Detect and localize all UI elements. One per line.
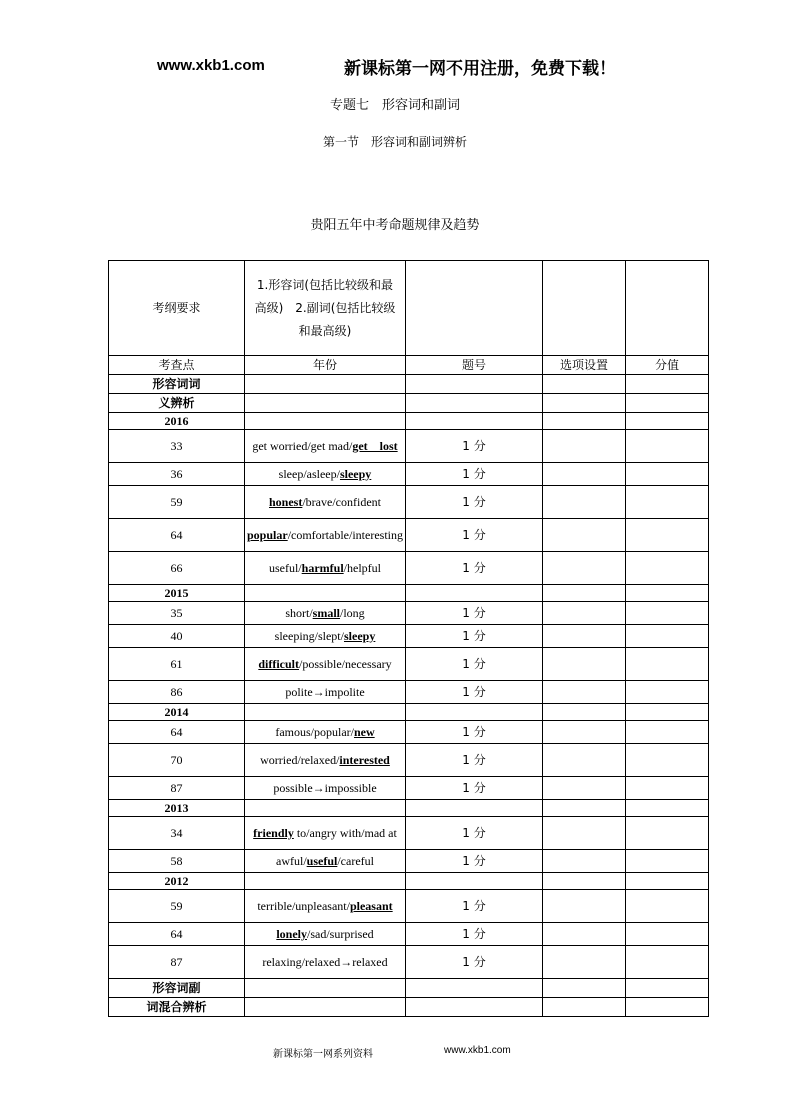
table-row — [109, 744, 709, 777]
chapter-title: 专题七 形容词和副词 — [329, 98, 460, 113]
question-number: 59 — [109, 486, 245, 519]
question-number: 61 — [109, 648, 245, 681]
question-number: 64 — [109, 519, 245, 552]
table-row — [109, 777, 709, 800]
question-number: 33 — [109, 430, 245, 463]
options-cell: difficult/possible/necessary — [245, 648, 406, 681]
options-cell: friendly to/angry with/mad at — [245, 817, 406, 850]
score-cell: 1 分 — [405, 817, 542, 850]
answer: honest — [269, 494, 303, 509]
options-cell: honest/brave/confident — [245, 486, 406, 519]
category-adjective: 形容词词 — [109, 375, 245, 394]
category-mixed: 形容词副 — [109, 979, 245, 998]
answer: harmful — [301, 560, 344, 575]
col-header-score: 分值 — [625, 356, 708, 375]
table-row — [109, 375, 709, 394]
score-cell: 1 分 — [405, 463, 542, 486]
question-number: 59 — [109, 890, 245, 923]
options-cell: useful/harmful/helpful — [245, 552, 406, 585]
footer-label: 新课标第一网系列资料 — [273, 1049, 373, 1060]
score-cell: 1 分 — [405, 681, 542, 704]
table-row — [109, 850, 709, 873]
table-row — [109, 463, 709, 486]
header-slogan: 新课标第一网不用注册，免费下载！ — [344, 59, 616, 79]
score-cell: 1 分 — [405, 721, 542, 744]
answer: pleasant — [349, 898, 393, 913]
header-row — [109, 356, 709, 375]
options-cell: get worried/get mad/get lost — [245, 430, 406, 463]
year-label: 2015 — [109, 585, 245, 602]
year-label: 2016 — [109, 413, 245, 430]
table-row — [109, 979, 709, 998]
category-adjective-cont: 义辨析 — [109, 394, 245, 413]
footer-url: www.xkb1.com — [444, 1045, 511, 1056]
question-number: 87 — [109, 777, 245, 800]
table-row — [109, 486, 709, 519]
options-cell: relaxing/relaxed→relaxed — [245, 946, 406, 979]
options-cell: sleep/asleep/sleepy — [245, 463, 406, 486]
category-mixed-cont: 词混合辨析 — [109, 998, 245, 1017]
options-cell: famous/popular/new — [245, 721, 406, 744]
options-cell: polite→impolite — [245, 681, 406, 704]
answer: friendly — [253, 825, 294, 840]
answer: sleepy — [339, 466, 372, 481]
score-cell: 1 分 — [405, 946, 542, 979]
score-cell: 1 分 — [405, 486, 542, 519]
table-row — [109, 519, 709, 552]
answer: lonely — [276, 926, 307, 941]
answer: get lost — [352, 438, 398, 453]
score-cell: 1 分 — [405, 625, 542, 648]
table-row — [109, 430, 709, 463]
score-cell: 1 分 — [405, 602, 542, 625]
score-cell: 1 分 — [405, 777, 542, 800]
options-cell: sleeping/slept/sleepy — [245, 625, 406, 648]
question-number: 66 — [109, 552, 245, 585]
table-row — [109, 648, 709, 681]
question-number: 70 — [109, 744, 245, 777]
table-row — [109, 998, 709, 1017]
answer: new — [353, 724, 375, 739]
table-row — [109, 721, 709, 744]
col-header-point: 考查点 — [109, 356, 245, 375]
options-cell: awful/useful/careful — [245, 850, 406, 873]
table-row — [109, 552, 709, 585]
requirement-text: 1.形容词(包括比较级和最高级) 2.副词(包括比较级和最高级) — [245, 261, 406, 356]
options-cell: terrible/unpleasant/pleasant — [245, 890, 406, 923]
year-row — [109, 413, 709, 430]
answer: sleepy — [343, 628, 376, 643]
options-cell: worried/relaxed/interested — [245, 744, 406, 777]
table-row — [109, 890, 709, 923]
score-cell: 1 分 — [405, 744, 542, 777]
table-row — [109, 817, 709, 850]
year-label: 2012 — [109, 873, 245, 890]
year-row — [109, 704, 709, 721]
score-cell: 1 分 — [405, 890, 542, 923]
score-cell: 1 分 — [405, 648, 542, 681]
requirement-label: 考纲要求 — [109, 261, 245, 356]
table-row — [109, 681, 709, 704]
table-row — [109, 946, 709, 979]
score-cell: 1 分 — [405, 850, 542, 873]
year-label: 2013 — [109, 800, 245, 817]
question-number: 64 — [109, 721, 245, 744]
answer: small — [312, 605, 340, 620]
year-row — [109, 800, 709, 817]
col-header-options: 选项设置 — [542, 356, 625, 375]
answer: popular — [247, 527, 288, 542]
col-header-number: 题号 — [405, 356, 542, 375]
col-header-year: 年份 — [245, 356, 406, 375]
options-cell: popular/comfortable/interesting — [245, 519, 406, 552]
table-row — [109, 923, 709, 946]
section-title: 第一节 形容词和副词辨析 — [322, 135, 467, 149]
table-row — [109, 602, 709, 625]
question-number: 40 — [109, 625, 245, 648]
year-row — [109, 873, 709, 890]
options-cell: lonely/sad/surprised — [245, 923, 406, 946]
requirement-row — [109, 261, 709, 356]
score-cell: 1 分 — [405, 923, 542, 946]
exam-trend-table — [108, 260, 709, 1017]
question-number: 58 — [109, 850, 245, 873]
question-number: 34 — [109, 817, 245, 850]
question-number: 87 — [109, 946, 245, 979]
year-row — [109, 585, 709, 602]
answer: useful — [306, 853, 338, 868]
answer: interested — [339, 752, 390, 767]
question-number: 36 — [109, 463, 245, 486]
score-cell: 1 分 — [405, 552, 542, 585]
question-number: 35 — [109, 602, 245, 625]
options-cell: short/small/long — [245, 602, 406, 625]
score-cell: 1 分 — [405, 519, 542, 552]
score-cell: 1 分 — [405, 430, 542, 463]
answer: difficult — [258, 656, 299, 671]
options-cell: possible→impossible — [245, 777, 406, 800]
year-label: 2014 — [109, 704, 245, 721]
table-row — [109, 625, 709, 648]
header-site-url: www.xkb1.com — [157, 57, 265, 74]
question-number: 86 — [109, 681, 245, 704]
table-row — [109, 394, 709, 413]
question-number: 64 — [109, 923, 245, 946]
table-title: 贵阳五年中考命题规律及趋势 — [310, 218, 480, 233]
